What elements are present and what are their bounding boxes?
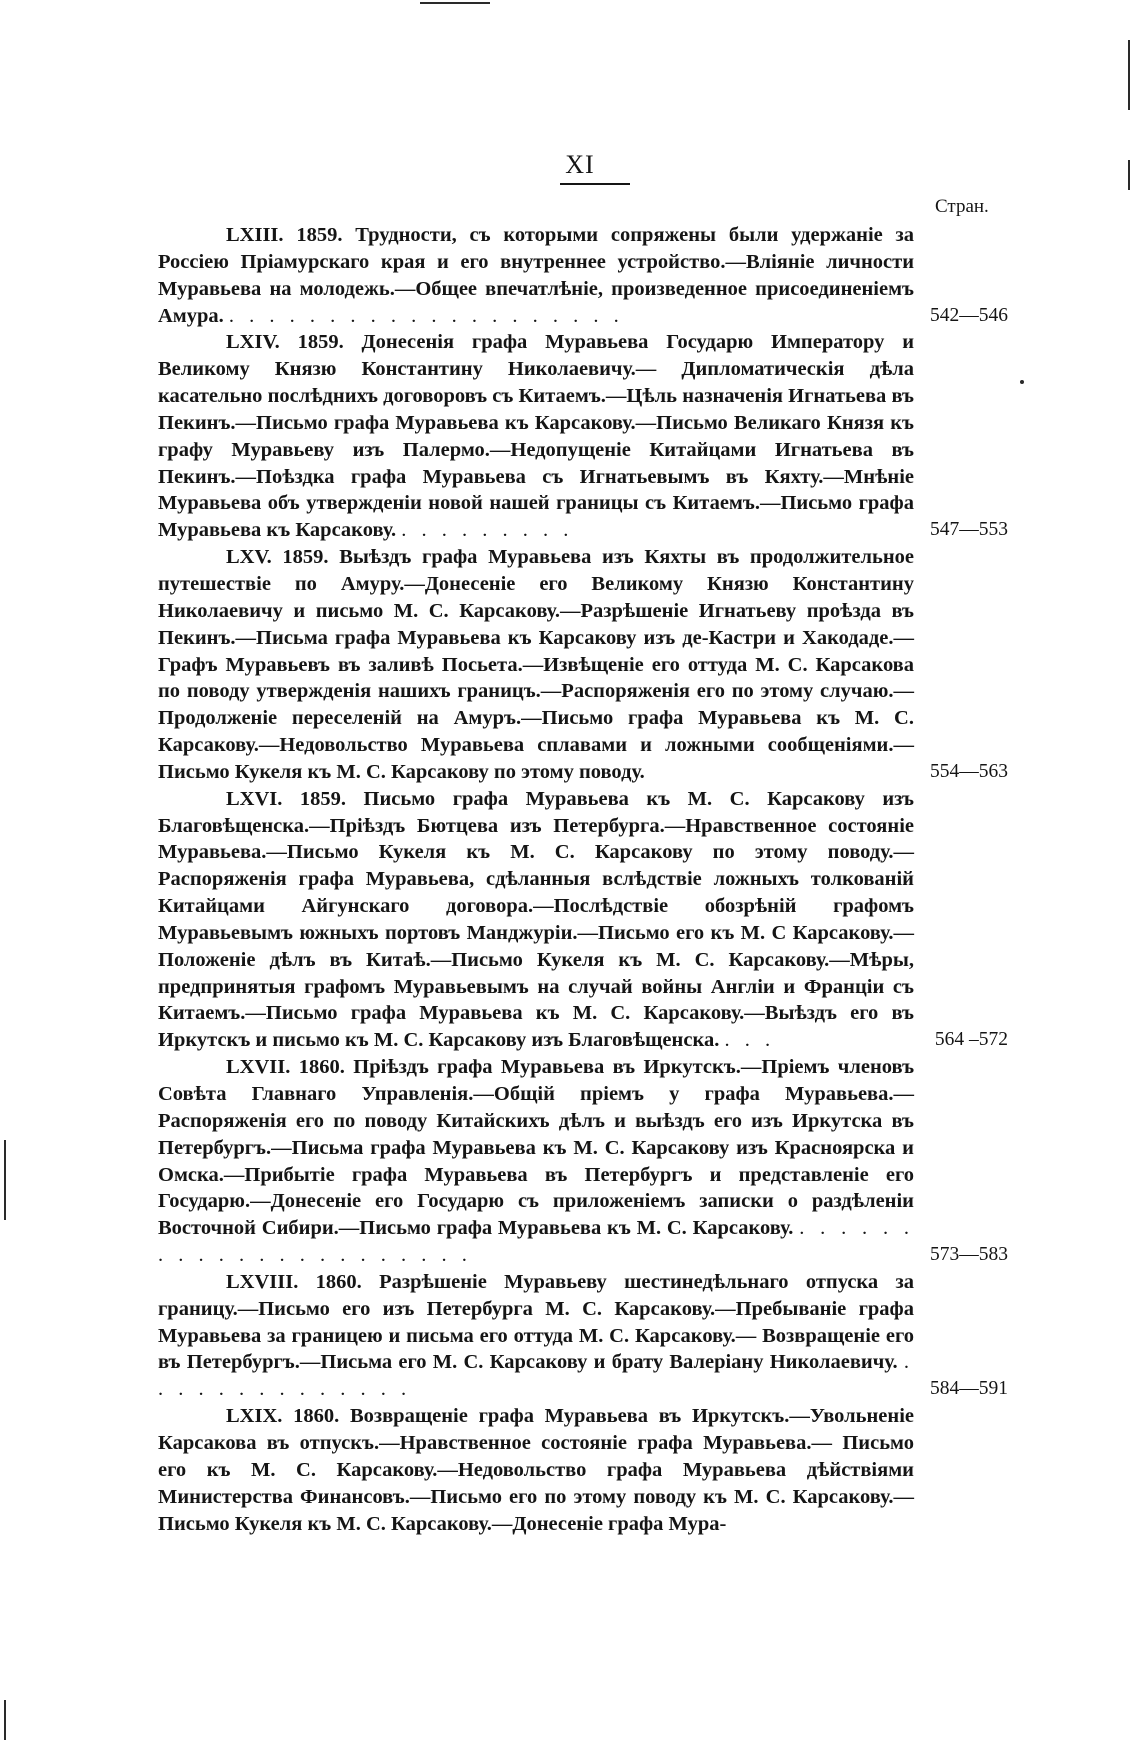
entry-number: LXIV. <box>226 331 280 354</box>
entry-pages: 542—546 <box>930 304 1008 326</box>
dot-leader: . . . . . . . . . . . . . . . . . . . . <box>228 304 624 327</box>
entry-pages: 564 –572 <box>934 1029 1008 1051</box>
scan-edge-mark <box>1128 40 1130 110</box>
entry-pages: 573—583 <box>930 1244 1008 1266</box>
entry-text-block <box>158 1269 914 1403</box>
entry-description: Возвращеніе графа Муравьева въ Иркутскъ.—Увольненіе Карсакова въ отпускъ.—Нравственное состояніе графа Муравьева.— Письмо его къ М. С. Карсакову.—Недовольство графа Муравьева дѣйствіями Министерства Финансовъ.—Письмо его по этому поводу къ М. С. Карсакову.—Письмо Кукеля къ М. С. Карсакову.—Донесеніе графа Мура- <box>158 1405 914 1535</box>
entry-text-block <box>158 786 914 1054</box>
toc-entry <box>158 329 1008 544</box>
entry-number: LXIII. <box>226 224 284 246</box>
entry-year: 1860. <box>298 1056 345 1079</box>
toc-entry <box>158 544 1008 786</box>
entry-description: Выѣздъ графа Муравьева изъ Кяхты въ продолжительное путешествіе по Амуру.—Донесеніе его Великому Князю Константину Николаевичу и письмо М. С. Карсакову.—Разрѣшеніе Игнатьеву проѣзда въ Пекинъ.—Письма графа Муравьева къ Карсакову изъ де-Кастри и Хакодаде.—Графъ Муравьевъ въ заливѣ Посьета.—Извѣщеніе его оттуда М. С. Карсакова по поводу утвержденія нашихъ границъ.—Распоряженія его по этому случаю.—Продолженіе переселеній на Амуръ.—Письмо графа Муравьева къ М. С. Карсакову.—Недовольство Муравьева сплавами и ложными сообщеніями.—Письмо Кукеля къ М. С. Карсакову по этому поводу. <box>158 546 914 783</box>
entry-text-block <box>158 1403 914 1537</box>
entry-text-block <box>158 329 914 544</box>
entry-year: 1859. <box>296 224 343 246</box>
toc-entry <box>158 1054 1008 1269</box>
entry-description: Трудности, съ которыми сопряжены были удержаніе за Россіею Пріамурскаго края и его внутреннее устройство.—Вліяніе личности Муравьева на молодежь.—Общее впечатлѣніе, произведенное присоединеніемъ Амура. <box>158 224 915 327</box>
dot-leader: . . . . . . . . . <box>401 519 574 542</box>
entry-year: 1860. <box>293 1405 340 1428</box>
entry-number: LXVII. <box>226 1056 291 1079</box>
scan-edge-mark <box>4 1140 6 1220</box>
toc-entry <box>158 222 1008 329</box>
entry-year: 1860. <box>315 1270 362 1293</box>
entry-description: Письмо графа Муравьева къ М. С. Карсакову изъ Благовѣщенска.—Пріѣздъ Бютцева изъ Петербурга.—Нравственное состояніе Муравьева.—Письмо Кукеля къ М. С. Карсакову по этому поводу.— Распоряженія графа Муравьева, сдѣланныя вслѣдствіе ложныхъ толкованій Китайцами Айгунскаго договора.—Послѣдствіе обозрѣній графомъ Муравьевымъ южныхъ портовъ Манджуріи.—Письмо его къ М. С Карсакову.— Положеніе дѣлъ въ Китаѣ.—Письмо Кукеля къ М. С. Карсакову.—Мѣры, предпринятыя графомъ Муравьевымъ на случай войны Англіи и Франціи съ Китаемъ.—Письмо графа Муравьева къ М. С. Карсакову.—Выѣздъ его въ Иркутскъ и письмо къ М. С. Карсакову изъ Благовѣщенска. <box>158 787 915 1052</box>
entry-text-block <box>158 222 914 329</box>
entry-description: Разрѣшеніе Муравьеву шестинедѣльнаго отпуска за границу.—Письмо его изъ Петербурга М. С. Карсакову.—Пребываніе графа Муравьева за границею и письма его оттуда М. С. Карсакову.— Возвращеніе его въ Петербургъ.—Письма его М. С. Карсакову и брату Валеріану Николаевичу. <box>158 1270 914 1374</box>
entry-pages: 584—591 <box>930 1378 1008 1400</box>
dot-leader: . . . <box>724 1029 776 1052</box>
toc-entry <box>158 1403 1008 1537</box>
entry-description: Донесенія графа Муравьева Государю Императору и Великому Князю Константину Николаевичу.— Дипломатическія дѣла касательно послѣднихъ договоровъ съ Китаемъ.—Цѣль назначенія Игнатьева въ Пекинъ.—Письмо графа Муравьева къ Карсакову.—Письмо Великаго Князя къ графу Муравьеву изъ Палермо.—Недопущеніе Китайцами Игнатьева въ Пекинъ.—Поѣздка графа Муравьева съ Игнатьевымъ въ Кяхту.—Мнѣніе Муравьева объ утвержденіи новой нашей границы съ Китаемъ.—Письмо графа Муравьева къ Карсакову. <box>158 331 915 542</box>
entry-text-block <box>158 544 914 786</box>
entry-text-block <box>158 1054 914 1269</box>
scan-edge-mark <box>4 1700 6 1740</box>
entry-year: 1859. <box>299 787 347 810</box>
entry-description: Пріѣздъ графа Муравьева въ Иркутскъ.—Пріемъ членовъ Совѣта Главнаго Управленія.—Общій пріемъ у графа Муравьева.—Распоряженія его по поводу Китайскихъ дѣлъ и выѣздъ его изъ Иркутска въ Петербургъ.—Письма графа Муравьева къ М. С. Карсакову изъ Красноярска и Омска.—Прибытіе графа Муравьева въ Петербургъ и представленіе его Государю.—Донесеніе его Государю съ приложеніемъ записки о раздѣленіи Восточной Сибири.—Письмо графа Муравьева къ М. С. Карсакову. <box>158 1056 915 1240</box>
dot-leader: . . . . . . . . . . . . . . . . . . . . . . <box>158 1217 915 1267</box>
scan-top-mark <box>420 2 490 4</box>
entry-number: LXVI. <box>226 787 283 810</box>
table-of-contents <box>158 222 1008 1537</box>
dot-leader: . . . . . . . . . . . . . . <box>158 1351 915 1401</box>
entry-year: 1859. <box>282 546 329 569</box>
toc-entry <box>158 1269 1008 1403</box>
entry-year: 1859. <box>297 331 344 354</box>
pages-column-header: Стран. <box>935 196 989 217</box>
page-number: XI <box>565 150 595 179</box>
header-rule <box>560 183 630 185</box>
entry-pages: 554—563 <box>930 760 1008 782</box>
entry-pages: 547—553 <box>930 519 1008 541</box>
entry-number: LXVIII. <box>226 1270 299 1293</box>
entry-number: LXIX. <box>226 1405 283 1428</box>
entry-number: LXV. <box>226 546 272 569</box>
scan-dot <box>1020 380 1024 384</box>
toc-entry <box>158 786 1008 1054</box>
